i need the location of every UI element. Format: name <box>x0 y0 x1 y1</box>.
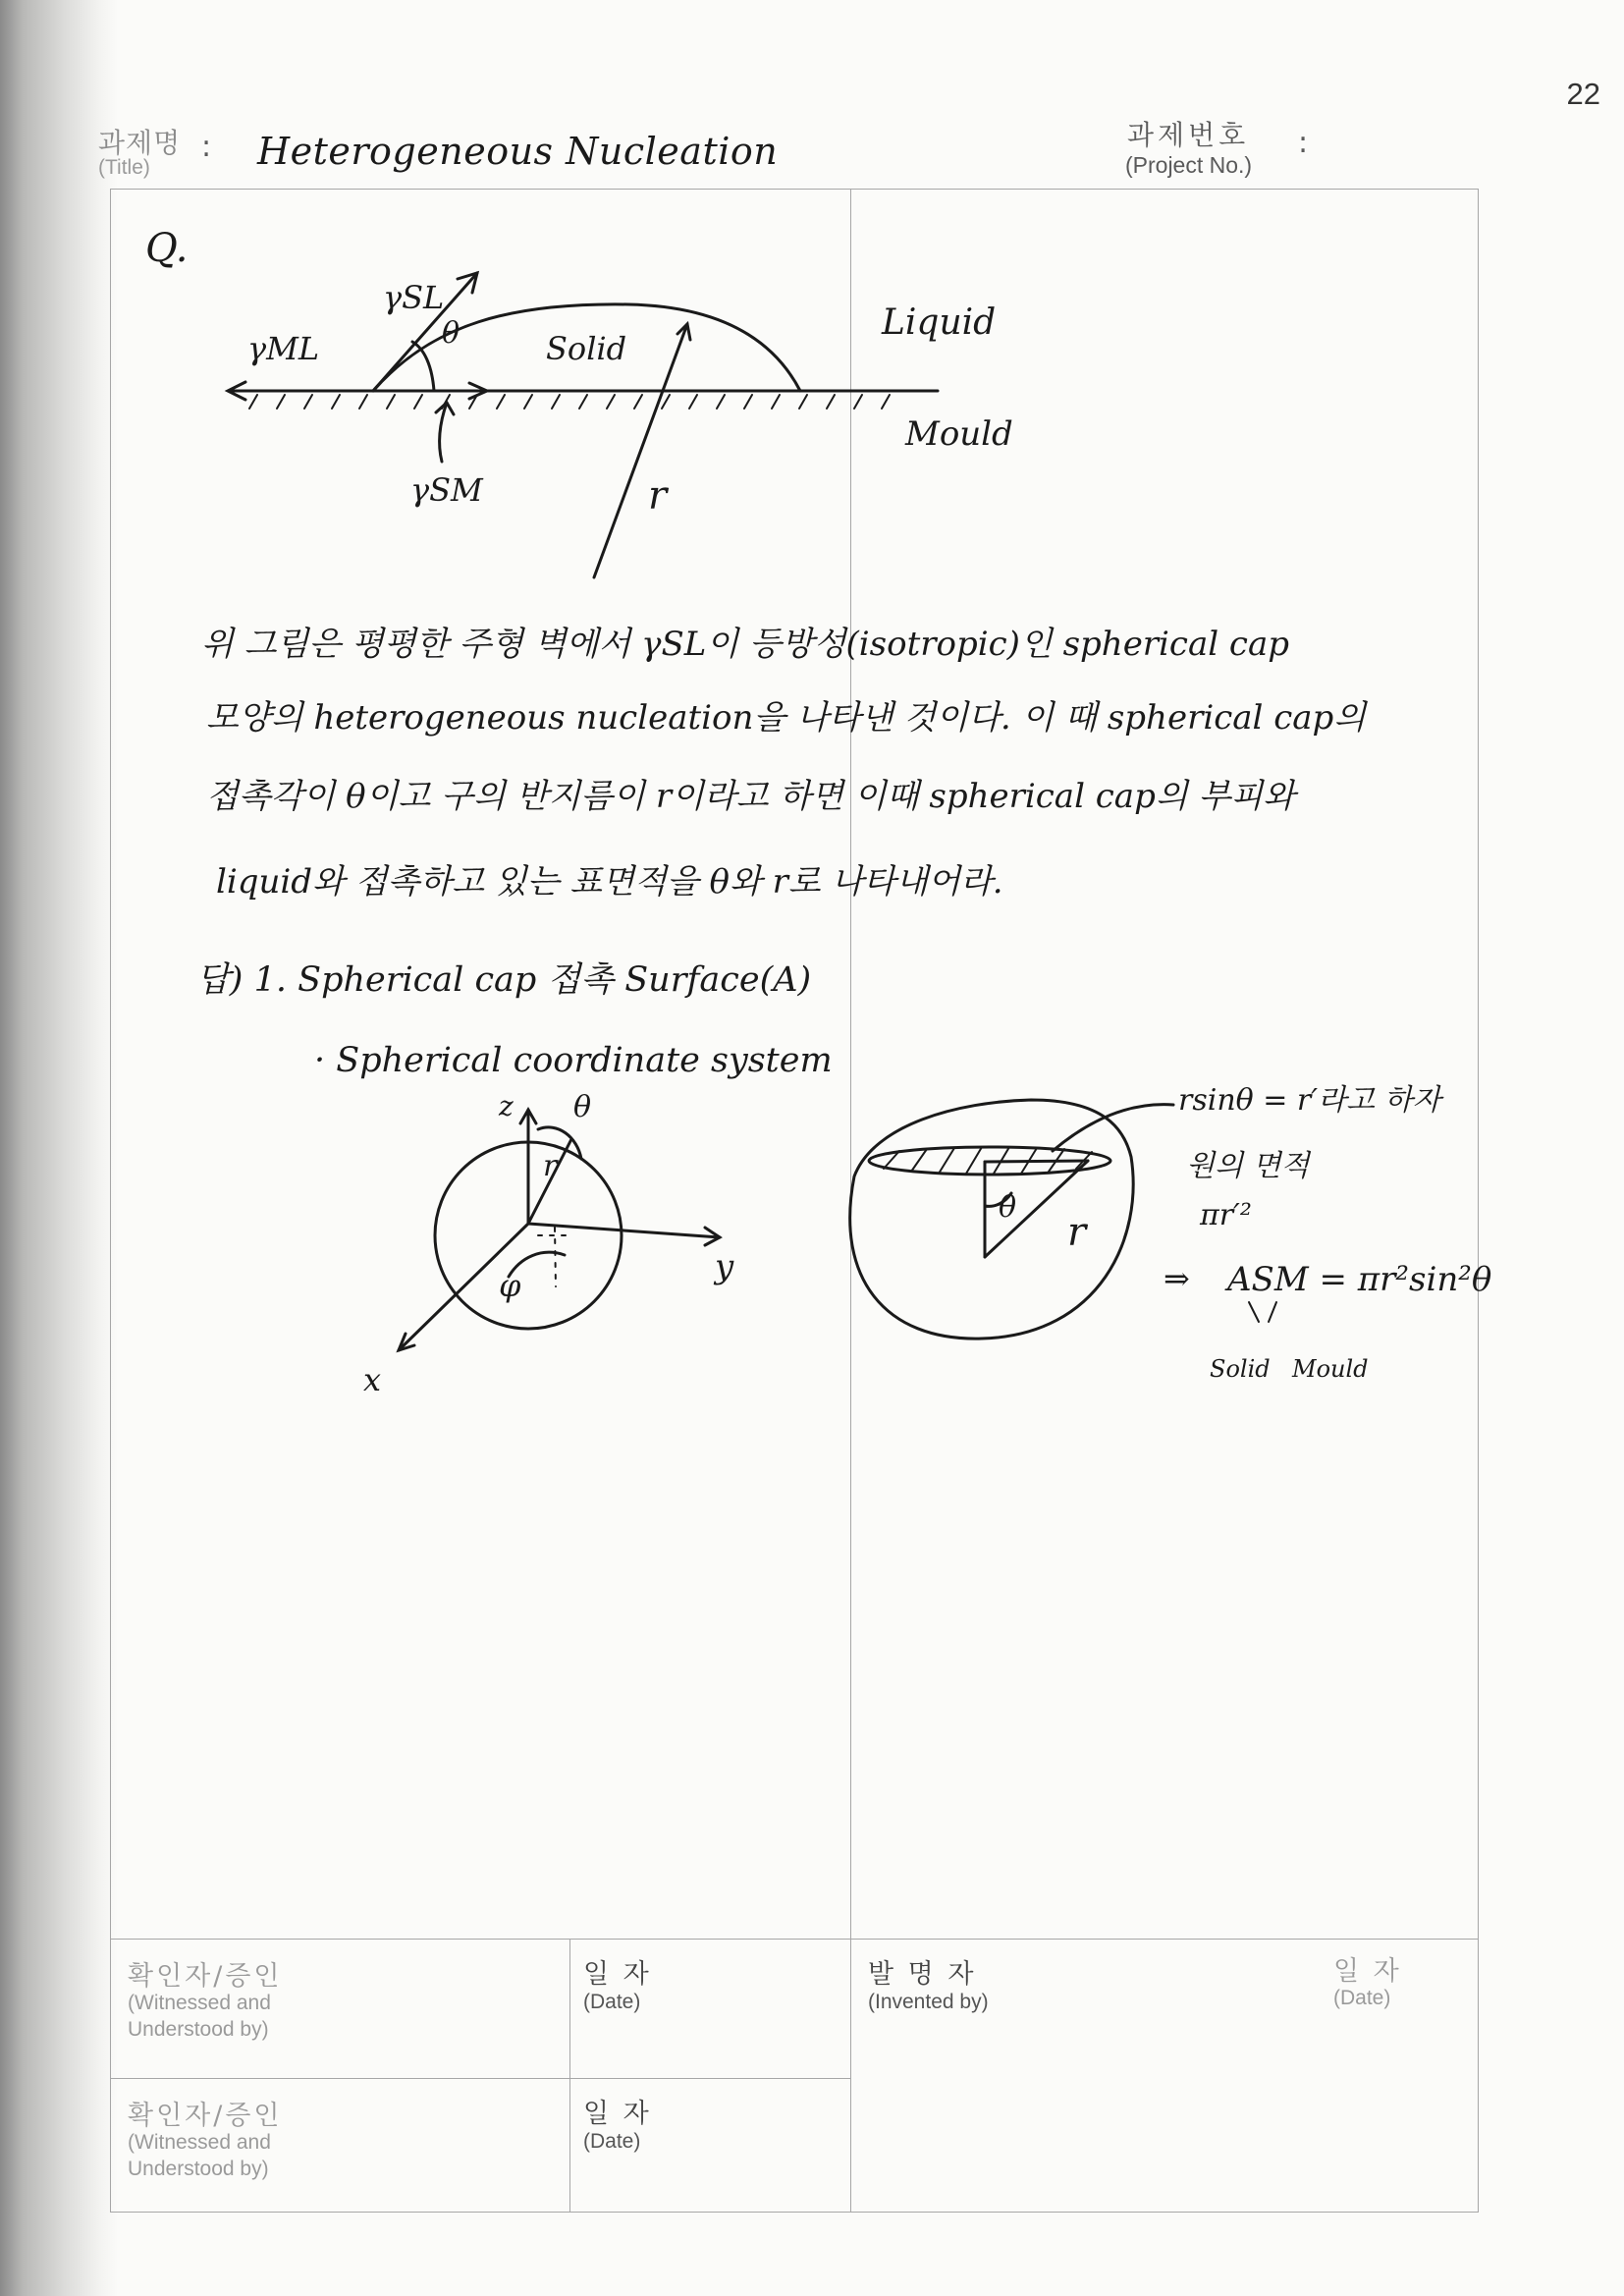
title-label-english: (Title) <box>98 156 150 179</box>
answer-line-1: 답) 1. Spherical cap 접촉 Surface(A) <box>196 960 812 1000</box>
project-no-label-english: (Project No.) <box>1125 152 1253 178</box>
subscript-mould: Mould <box>1292 1355 1369 1383</box>
radius-label: r <box>648 473 668 519</box>
question-line-3: 접촉각이 θ이고 구의 반지름이 r이라고 하면 이때 spherical cap의 부피와 <box>206 777 1296 816</box>
witness2-label-korean: 확인자/증인 <box>128 2101 283 2131</box>
mould-hatching <box>249 395 890 409</box>
witness2-label-english-2: Understood by) <box>128 2158 269 2180</box>
witness-label-english-1: (Witnessed and <box>128 1992 271 2014</box>
subscript-solid: Solid <box>1210 1355 1271 1383</box>
gamma-sm-label: γSM <box>410 471 483 509</box>
figure-wetting-diagram <box>228 273 938 577</box>
inventor-label-korean: 발 명 자 <box>868 1959 977 1990</box>
project-no-label-korean: 과제번호 <box>1127 119 1250 151</box>
phi-label: φ <box>499 1267 521 1304</box>
note-pi-r-prime-squared: πr′² <box>1200 1198 1252 1232</box>
title-value: Heterogeneous Nucleation <box>257 130 779 173</box>
question-label: Q. <box>145 226 189 271</box>
cap-radius-label: r <box>1067 1210 1087 1255</box>
area-formula: ASM = πr²sin²θ <box>1227 1260 1492 1299</box>
date-label-korean: 일 자 <box>583 1959 652 1990</box>
note-r-prime: rsinθ = r′라고 하자 <box>1178 1083 1441 1118</box>
note-circle-area: 원의 면적 <box>1186 1149 1310 1183</box>
figure-spherical-coordinates <box>399 1110 720 1350</box>
date-label-english: (Date) <box>583 1991 641 2013</box>
title-label-korean: 과제명 <box>98 127 182 159</box>
y-axis-label: y <box>715 1247 734 1286</box>
cap-theta-label: θ <box>999 1190 1017 1225</box>
inventor-date-label-korean: 일 자 <box>1333 1956 1402 1987</box>
question-line-1: 위 그림은 평평한 주형 벽에서 γSL이 등방성(isotropic)인 spherical cap <box>201 625 1290 664</box>
answer-line-2: · Spherical coordinate system <box>314 1041 833 1080</box>
gamma-sl-label: γSL <box>383 279 445 316</box>
theta-label: θ <box>442 316 460 351</box>
solid-label: Solid <box>546 330 627 367</box>
date3-label-english: (Date) <box>583 2130 641 2153</box>
gamma-ml-label: γML <box>247 330 320 367</box>
question-line-2: 모양의 heterogeneous nucleation을 나타낸 것이다. 이 때 spherical cap의 <box>206 698 1367 738</box>
mould-label: Mould <box>905 414 1013 454</box>
z-axis-label: z <box>499 1090 514 1122</box>
witness2-label-english-1: (Witnessed and <box>128 2131 271 2154</box>
page-number: 22 <box>1566 77 1600 111</box>
r-label: r <box>543 1149 558 1183</box>
inventor-date-label-english: (Date) <box>1333 1987 1391 2009</box>
theta-angle-label: θ <box>573 1090 592 1124</box>
date3-label-korean: 일 자 <box>583 2099 652 2129</box>
title-colon: : <box>201 130 212 164</box>
project-no-colon: : <box>1298 126 1309 160</box>
witness-label-korean: 확인자/증인 <box>128 1961 283 1992</box>
liquid-label: Liquid <box>882 302 997 343</box>
gamma-sm-pointer <box>440 403 447 462</box>
question-line-4: liquid와 접촉하고 있는 표면적을 θ와 r로 나타내어라. <box>216 862 1003 902</box>
implies-arrow: ⇒ <box>1164 1260 1190 1297</box>
inventor-label-english: (Invented by) <box>868 1991 989 2013</box>
x-axis-label: x <box>363 1361 382 1398</box>
witness-label-english-2: Understood by) <box>128 2018 269 2041</box>
